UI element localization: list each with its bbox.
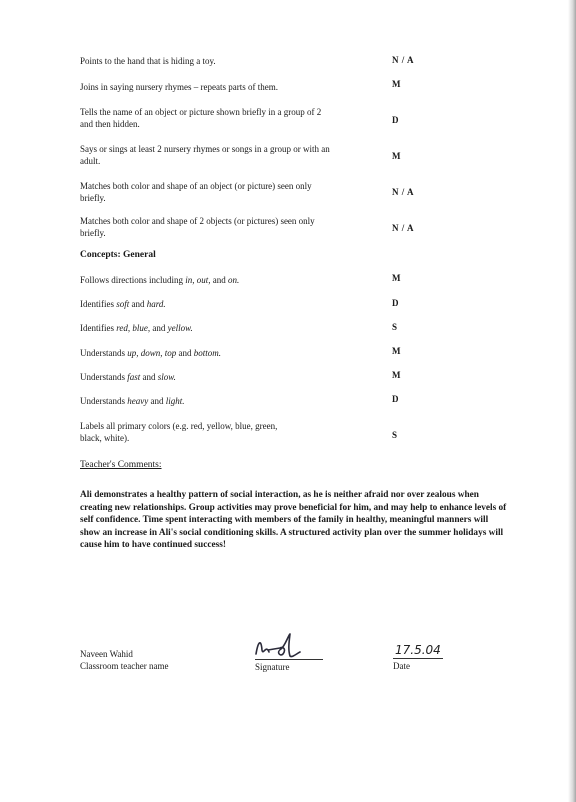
item-description: Understands fast and slow. — [80, 372, 176, 382]
item-score: M — [392, 370, 401, 380]
item-score: D — [392, 394, 399, 404]
item-description: Joins in saying nursery rhymes – repeats parts of them. — [80, 82, 278, 92]
section-heading: Concepts: General — [80, 250, 156, 260]
date-block — [393, 660, 463, 672]
teacher-name-block — [80, 648, 168, 672]
item-description: Says or sings at least 2 nursery rhymes or songs in a group or with an adult. — [80, 144, 330, 166]
item-score: N / A — [392, 187, 415, 197]
item-score: M — [392, 346, 401, 356]
signature-line — [255, 659, 323, 660]
teacher-name: Naveen Wahid — [80, 649, 133, 659]
item-description: Identifies soft and hard. — [80, 299, 166, 309]
item-score: N / A — [392, 223, 415, 233]
item-description: Labels all primary colors (e.g. red, yellow, blue, green, black, white). — [80, 421, 278, 443]
item-description: Understands up, down, top and bottom. — [80, 348, 222, 358]
item-score: S — [392, 322, 398, 332]
date-caption: Date — [393, 661, 410, 671]
item-description: Follows directions including in, out, and on. — [80, 275, 240, 285]
item-score: D — [392, 115, 399, 125]
comments-heading: Teacher's Comments: — [80, 460, 162, 470]
date-line — [393, 658, 443, 659]
item-score: N / A — [392, 55, 415, 65]
item-score: M — [392, 79, 401, 89]
item-description: Matches both color and shape of 2 objects (or pictures) seen only briefly. — [80, 216, 315, 238]
signature-block — [255, 661, 330, 673]
item-score: D — [392, 298, 399, 308]
item-score: S — [392, 430, 398, 440]
item-score: M — [392, 151, 401, 161]
handwritten-signature — [252, 632, 322, 662]
teacher-name-caption: Classroom teacher name — [80, 661, 169, 671]
comments-body: Ali demonstrates a healthy pattern of social interaction, as he is neither afraid nor over zealous when creating new relationships. Group activities may prove beneficial for him, and may help to enhance levels of self confidence. Time spent interacting with members of the family in healthy, meaningful manners will show an increase in Ali's social conditioning skills. A structured activity plan over the summer holidays will cause him to have continued success! — [80, 490, 507, 550]
signature-caption: Signature — [255, 662, 290, 672]
item-description: Identifies red, blue, and yellow. — [80, 323, 193, 333]
scan-edge-shadow — [568, 0, 576, 802]
item-description: Understands heavy and light. — [80, 396, 185, 406]
item-description: Matches both color and shape of an object (or picture) seen only briefly. — [80, 181, 312, 203]
date-value: 17.5.04 — [395, 643, 441, 657]
item-description: Tells the name of an object or picture shown briefly in a group of 2 and then hidden. — [80, 107, 322, 129]
item-score: M — [392, 273, 401, 283]
item-description: Points to the hand that is hiding a toy. — [80, 56, 216, 66]
